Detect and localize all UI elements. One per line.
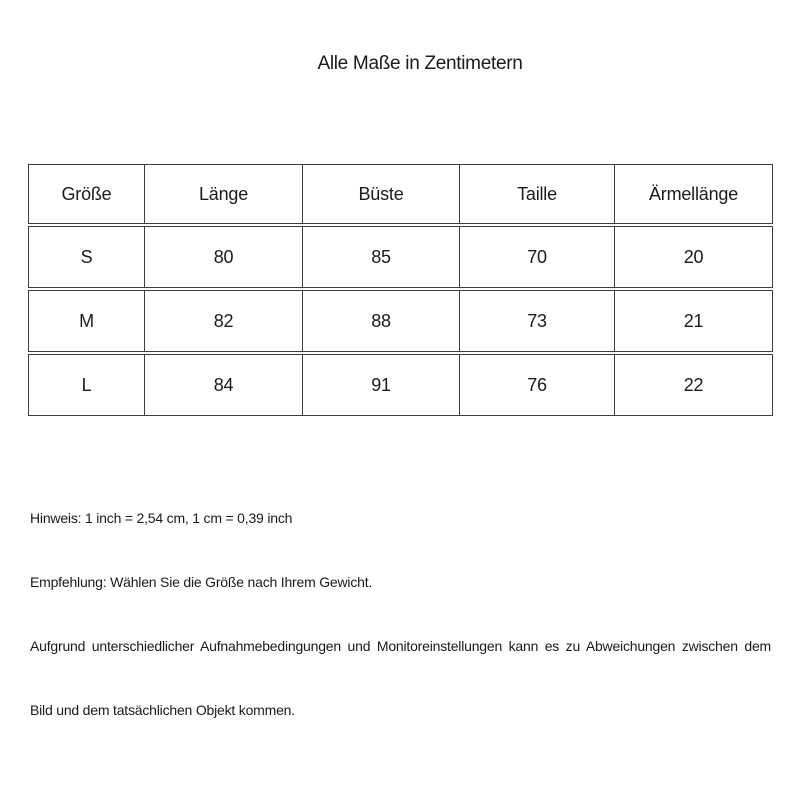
cell-laenge-value: 84 xyxy=(145,354,303,416)
table-row-size-s xyxy=(28,226,773,288)
cell-aermellaenge-value: 21 xyxy=(615,290,773,352)
cell-aermellaenge-value: 20 xyxy=(615,226,773,288)
column-header-aermellaenge: Ärmellänge xyxy=(615,164,773,224)
column-header-taille: Taille xyxy=(460,164,615,224)
table-row-size-l xyxy=(28,354,773,416)
cell-laenge-value: 80 xyxy=(145,226,303,288)
notes-section xyxy=(30,486,771,742)
note-empfehlung: Empfehlung: Wählen Sie die Größe nach Ihrem Gewicht. xyxy=(30,574,373,590)
note-disclaimer-line2: Bild und dem tatsächlichen Objekt kommen. xyxy=(30,702,295,718)
cell-taille-value: 76 xyxy=(460,354,615,416)
column-header-bueste: Büste xyxy=(303,164,460,224)
cell-laenge-value: 82 xyxy=(145,290,303,352)
cell-bueste-value: 85 xyxy=(303,226,460,288)
cell-size-label: L xyxy=(28,354,145,416)
table-header-row xyxy=(28,164,773,224)
size-table xyxy=(28,162,773,418)
column-header-groesse: Größe xyxy=(28,164,145,224)
table-row-size-m xyxy=(28,290,773,352)
cell-taille-value: 73 xyxy=(460,290,615,352)
page-title: Alle Maße in Zentimetern xyxy=(317,53,523,74)
note-disclaimer-line1: Aufgrund unterschiedlicher Aufnahmebedingungen und Monitoreinstellungen kann es zu Abweichungen zwischen dem xyxy=(30,638,771,654)
cell-bueste-value: 88 xyxy=(303,290,460,352)
cell-size-label: M xyxy=(28,290,145,352)
column-header-laenge: Länge xyxy=(145,164,303,224)
note-hinweis: Hinweis: 1 inch = 2,54 cm, 1 cm = 0,39 inch xyxy=(30,510,293,526)
cell-bueste-value: 91 xyxy=(303,354,460,416)
cell-size-label: S xyxy=(28,226,145,288)
cell-aermellaenge-value: 22 xyxy=(615,354,773,416)
cell-taille-value: 70 xyxy=(460,226,615,288)
